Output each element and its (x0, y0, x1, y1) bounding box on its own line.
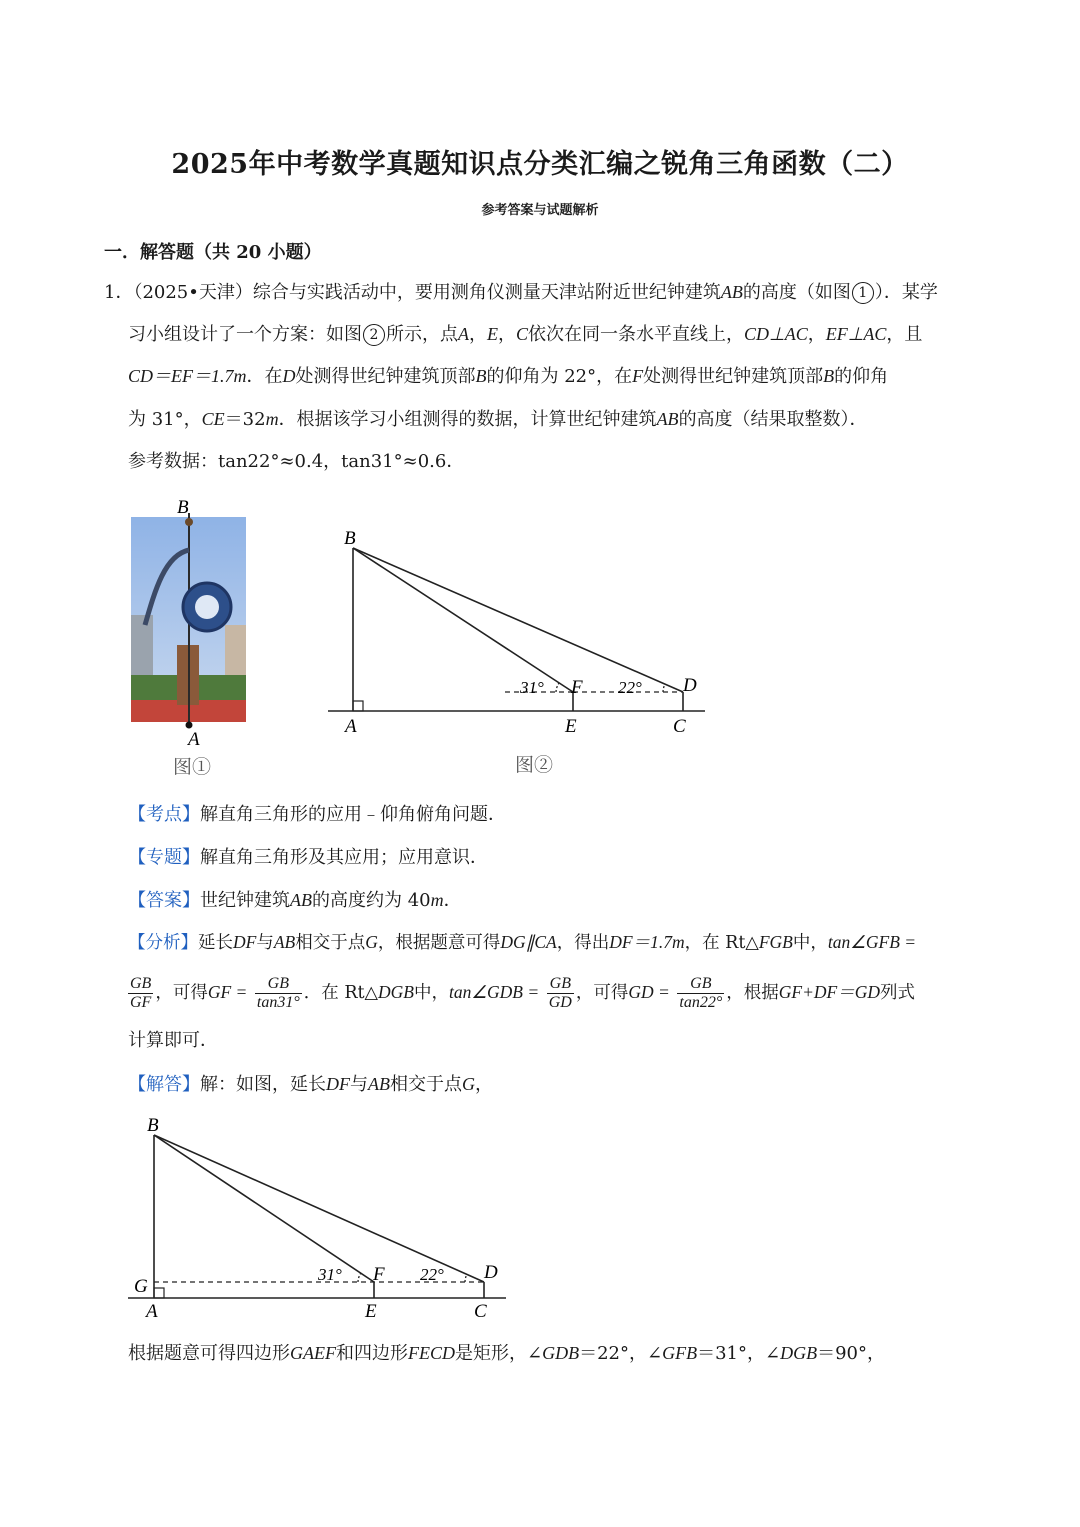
solution-tag: 【解答】 (128, 1074, 200, 1095)
text: G (365, 932, 378, 952)
text: ＝22°，∠ (579, 1343, 663, 1364)
text: GAEF (290, 1343, 336, 1363)
fig1-label-b: B (177, 497, 189, 518)
text: 解：如图，延长 (200, 1074, 326, 1095)
text: 和四边形 (335, 1343, 408, 1364)
line-bf (353, 548, 573, 692)
text: DGB (780, 1343, 818, 1363)
text: ＝90°， (817, 1343, 885, 1364)
fig3-angle-31: 31° (318, 1265, 342, 1284)
zhuanti-line (128, 846, 488, 870)
fig2-label-a: A (345, 716, 357, 737)
text: ＝31°，∠ (697, 1343, 781, 1364)
text: GB (255, 975, 302, 994)
kaodian-tag: 【考点】 (128, 804, 200, 825)
fig2-angle-22: 22° (618, 678, 642, 697)
fig3-angle-22: 22° (420, 1265, 444, 1284)
fraction-gb-tan31 (255, 975, 302, 1012)
text: ，得出 (556, 933, 610, 953)
text: tan31° (256, 994, 300, 1011)
text: 处测得世纪钟建筑顶部 (643, 366, 824, 387)
text: G (462, 1074, 475, 1094)
answer-line (128, 888, 462, 913)
section-heading: 一．解答题（共 20 小题） (104, 242, 322, 263)
top-point (185, 518, 193, 526)
question-line-4 (128, 407, 868, 432)
fig2-label-b: B (344, 528, 356, 549)
text: GFB (662, 1343, 698, 1363)
text: 世纪钟建筑 (200, 890, 290, 911)
text: A (458, 324, 469, 344)
text: D (282, 366, 296, 386)
question-line-1 (104, 280, 938, 305)
text: 的仰角为 22°，在 (486, 366, 633, 387)
text: FECD (407, 1343, 455, 1363)
text: GB (130, 975, 152, 992)
math: GD = (628, 982, 670, 1002)
page-title: 2025年中考数学真题知识点分类汇编之锐角三角函数（二） (171, 149, 909, 180)
text: 依次在同一条水平直线上， (528, 324, 745, 345)
angle-arc-31 (556, 683, 559, 692)
text: 解直角三角形的应用﹣仰角俯角问题． (200, 804, 506, 825)
text: F (632, 366, 644, 386)
text: ， (807, 324, 826, 345)
text: B (475, 366, 487, 386)
text: FGB (758, 932, 793, 952)
text: 处测得世纪钟建筑顶部 (295, 366, 476, 387)
right-angle-mark (154, 1288, 164, 1298)
text: 与 (350, 1074, 368, 1095)
angle-arc-31 (358, 1273, 361, 1282)
math: GF = (207, 982, 248, 1002)
right-angle-mark (353, 701, 363, 711)
text: GDB (542, 1343, 580, 1363)
question-line-2 (128, 322, 922, 347)
math: tan∠GFB = (827, 932, 917, 952)
text: AB (368, 1074, 390, 1094)
text: ． (443, 890, 462, 911)
fig2-angle-31: 31° (520, 678, 544, 697)
solution-line-2 (128, 1341, 885, 1366)
text: 所示，点 (386, 324, 458, 345)
fig2-label-c: C (673, 716, 686, 737)
text: ）．某学 (874, 282, 938, 303)
text: 根据题意可得四边形 (128, 1343, 290, 1364)
fraction-gb-gd (547, 975, 574, 1012)
text: E (487, 324, 498, 344)
analysis-line-2 (126, 972, 915, 1013)
text: DF (326, 1074, 350, 1094)
analysis-line-1 (128, 930, 916, 955)
text: ＝32 (224, 409, 266, 430)
fig3-label-d: D (484, 1262, 498, 1283)
fig1-label-a: A (188, 729, 200, 750)
text: 中， (413, 983, 449, 1003)
fig2-label-e: E (565, 716, 577, 737)
text: 相交于点 (295, 933, 366, 953)
text: ， (475, 1074, 493, 1095)
fig1-caption: 图① (173, 757, 212, 778)
page-subtitle: 参考答案与试题解析 (481, 203, 599, 218)
text: ， (469, 324, 487, 345)
text: m (430, 890, 444, 910)
text: CE (201, 409, 225, 429)
math: tan∠GDB = (448, 982, 540, 1002)
fig3-label-c: C (474, 1301, 487, 1322)
line-bf (154, 1135, 374, 1282)
text: GB (677, 975, 724, 994)
fig3-label-g: G (134, 1276, 148, 1297)
text: ．在 (246, 366, 283, 387)
building-left (131, 615, 153, 685)
line-bd (154, 1135, 484, 1282)
text: ，可得 (155, 983, 208, 1003)
text: m (233, 366, 247, 386)
line-bd (353, 548, 683, 692)
text: AB (273, 932, 296, 952)
text: AB (290, 890, 312, 910)
text: DGB (378, 982, 414, 1002)
angle-arc-22 (663, 684, 665, 692)
text: 列式 (880, 983, 915, 1003)
fig3-label-f: F (373, 1264, 385, 1285)
text: DF＝1.7 (609, 932, 672, 952)
fig2-caption: 图② (515, 755, 554, 776)
question-line-3 (128, 364, 888, 389)
figure-1-photo (125, 495, 255, 785)
text: CD⊥AC (744, 324, 808, 344)
text: ，根据题意可得 (377, 933, 501, 953)
text: ， (498, 324, 516, 345)
fig2-label-d: D (683, 675, 697, 696)
text: GF (130, 994, 152, 1011)
analysis-line-3: 计算即可． (128, 1030, 218, 1051)
text: 延长 (198, 933, 233, 953)
text: m (265, 409, 279, 429)
fig3-label-b: B (147, 1115, 159, 1136)
fraction-gb-tan22 (677, 975, 724, 1012)
zhuanti-tag: 【专题】 (128, 847, 200, 868)
kaodian-line (128, 803, 506, 827)
text: CD＝EF＝1.7 (128, 366, 234, 386)
text: 的高度（如图 (742, 282, 851, 303)
figure-2-diagram (320, 525, 720, 780)
text: 的高度约为 40 (312, 890, 431, 911)
text: tan22° (679, 994, 723, 1011)
text: DG∥CA (500, 932, 557, 952)
fig3-label-e: E (365, 1301, 377, 1322)
text: 为 31°， (128, 409, 202, 430)
figure-ref-1: 1 (852, 282, 874, 304)
text: DF (233, 932, 257, 952)
text: 习小组设计了一个方案：如图 (128, 324, 362, 345)
text: GB (547, 975, 574, 994)
text: GF+DF＝GD (778, 982, 880, 1002)
text: ．在 Rt△ (303, 983, 378, 1003)
text: 与 (256, 933, 274, 953)
text: 是矩形，∠ (454, 1343, 543, 1364)
text: AB (656, 409, 679, 429)
question-reference-data: 参考数据：tan22°≈0.4，tan31°≈0.6． (128, 451, 465, 472)
text: 相交于点 (390, 1074, 462, 1095)
text: m (671, 932, 685, 952)
text: ，且 (886, 324, 923, 345)
text: C (516, 324, 529, 344)
figure-ref-2: 2 (363, 324, 385, 346)
text: 1．（2025•天津）综合与实践活动中，要用测角仪测量天津站附近世纪钟建筑 (104, 282, 721, 303)
fraction-gb-gf (128, 975, 153, 1012)
text: ，在 Rt△ (684, 933, 759, 953)
text: B (823, 366, 835, 386)
bottom-point (186, 722, 193, 729)
answer-tag: 【答案】 (128, 890, 200, 911)
fig3-label-a: A (146, 1301, 158, 1322)
text: ，根据 (726, 983, 779, 1003)
analysis-tag: 【分析】 (128, 933, 198, 953)
text: AB (720, 282, 743, 302)
text: 的高度（结果取整数）． (678, 409, 868, 430)
figure-3-diagram (120, 1110, 520, 1325)
clock-inner (195, 595, 219, 619)
text: EF⊥AC (825, 324, 887, 344)
text: ，可得 (575, 983, 629, 1003)
text: 解直角三角形及其应用；应用意识． (200, 847, 488, 868)
text: GD (548, 994, 572, 1011)
text: 中， (792, 933, 828, 953)
text: 的仰角 (834, 366, 889, 387)
solution-line-1 (128, 1072, 493, 1097)
fig2-label-f: F (571, 677, 583, 698)
angle-arc-22 (465, 1274, 467, 1282)
text: ．根据该学习小组测得的数据，计算世纪钟建筑 (278, 409, 657, 430)
